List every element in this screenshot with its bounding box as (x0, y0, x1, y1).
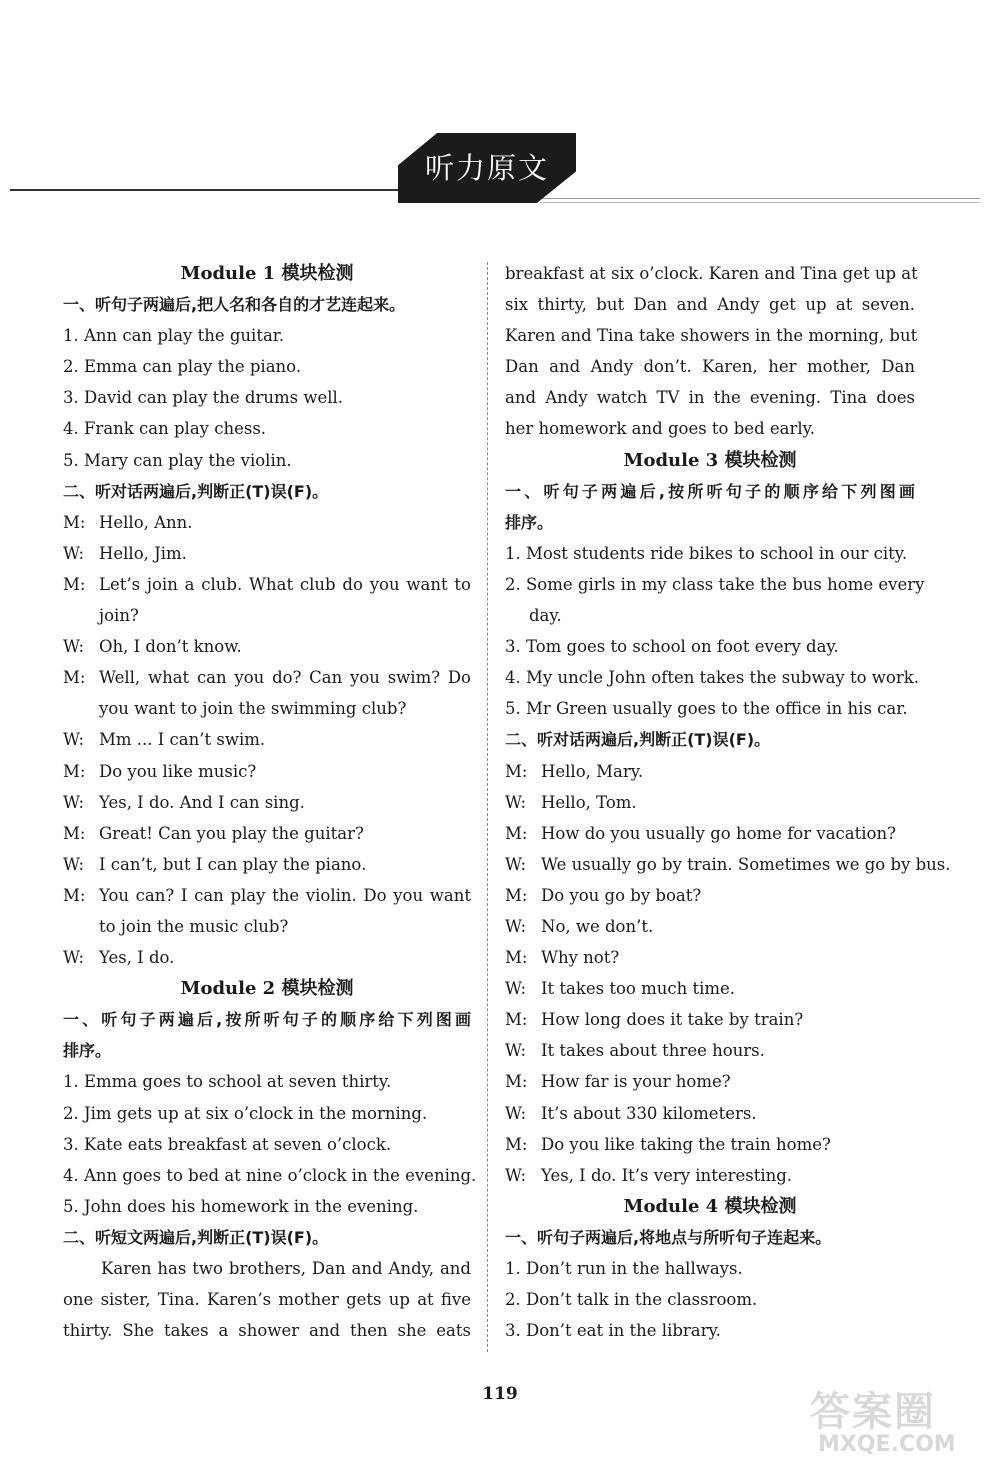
dialogue-text: It takes about three hours. (541, 1041, 765, 1061)
speaker-label: M: (505, 885, 528, 905)
passage-line: six thirty, but Dan and Andy get up at seven. (505, 295, 915, 315)
dialogue-text: Do you like taking the train home? (541, 1134, 831, 1154)
dialogue-continuation: join? (99, 606, 139, 626)
dialogue-line (505, 1004, 915, 1035)
numbered-sentence: 2. Emma can play the piano. (63, 357, 302, 377)
right-column (505, 258, 951, 1346)
dialogue-line (63, 942, 471, 973)
dialogue-continuation: to join the music club? (99, 916, 289, 936)
speaker-label: M: (505, 761, 528, 781)
numbered-sentence: 3. Tom goes to school on foot every day. (505, 637, 839, 657)
dialogue-text: Mm ... I can’t swim. (99, 730, 266, 750)
title-rule-left (10, 189, 430, 191)
speaker-label: M: (505, 1072, 528, 1092)
numbered-sentence: 2. Some girls in my class take the bus home every (505, 574, 925, 594)
numbered-sentence: 4. Frank can play chess. (63, 419, 267, 439)
speaker-label: W: (63, 637, 85, 657)
dialogue-text: How long does it take by train? (541, 1010, 804, 1030)
dialogue-line (63, 818, 471, 849)
dialogue-text: Yes, I do. And I can sing. (99, 792, 305, 812)
numbered-sentence: 2. Jim gets up at six o’clock in the morning. (63, 1103, 428, 1123)
speaker-label: W: (505, 1165, 527, 1185)
speaker-label: M: (505, 948, 528, 968)
dialogue-text: Hello, Jim. (99, 543, 187, 563)
speaker-label: W: (63, 730, 85, 750)
watermark-logo (810, 1380, 980, 1460)
numbered-sentence: 1. Most students ride bikes to school in our city. (505, 543, 908, 563)
dialogue-text: Do you go by boat? (541, 885, 702, 905)
numbered-sentence: 5. Mary can play the violin. (63, 450, 292, 470)
speaker-label: W: (63, 792, 85, 812)
numbered-sentence: 4. Ann goes to bed at nine o’clock in the evening. (63, 1165, 477, 1185)
instruction-line: 排序。 (63, 1041, 112, 1061)
dialogue-text: Hello, Ann. (99, 512, 193, 532)
instruction-line: 一、听句子两遍后,按所听句子的顺序给下列图画 (63, 1010, 471, 1030)
dialogue-text: Yes, I do. (99, 948, 175, 968)
speaker-label: M: (505, 1010, 528, 1030)
speaker-label: W: (505, 1103, 527, 1123)
speaker-label: M: (63, 668, 86, 688)
speaker-label: W: (63, 854, 85, 874)
speaker-label: M: (63, 823, 86, 843)
speaker-label: M: (63, 574, 86, 594)
watermark-url: MXQE.COM (818, 1432, 956, 1457)
dialogue-text: Yes, I do. It’s very interesting. (541, 1165, 793, 1185)
dialogue-text: Hello, Mary. (541, 761, 644, 781)
instruction-line: 一、听句子两遍后,按所听句子的顺序给下列图画 (505, 481, 915, 501)
numbered-sentence: 5. Mr Green usually goes to the office in his car. (505, 699, 908, 719)
dialogue-line (505, 1129, 915, 1160)
dialogue-text: Hello, Tom. (541, 792, 637, 812)
dialogue-line (505, 973, 915, 1004)
numbered-sentence: 3. Don’t eat in the library. (505, 1321, 721, 1341)
speaker-label: M: (63, 885, 86, 905)
speaker-label: W: (505, 916, 527, 936)
passage-line: thirty. She takes a shower and then she eats (63, 1321, 471, 1341)
speaker-label: M: (63, 512, 86, 532)
dialogue-text: Oh, I don’t know. (99, 637, 242, 657)
dialogue-line (63, 849, 471, 880)
page-number: 119 (482, 1384, 518, 1404)
instruction-line: 一、听句子两遍后,将地点与所听句子连起来。 (505, 1227, 832, 1247)
dialogue-line (63, 662, 471, 693)
left-column (63, 258, 477, 1346)
dialogue-line (505, 942, 915, 973)
speaker-label: M: (505, 1134, 528, 1154)
dialogue-text: How far is your home? (541, 1072, 731, 1092)
page-title: 听力原文 (424, 151, 549, 185)
dialogue-text: Why not? (541, 948, 620, 968)
dialogue-text: No, we don’t. (541, 916, 654, 936)
dialogue-line (505, 1098, 915, 1129)
numbered-sentence: 1. Emma goes to school at seven thirty. (63, 1072, 392, 1092)
numbered-sentence: 5. John does his homework in the evening. (63, 1196, 419, 1216)
dialogue-text: Do you like music? (99, 761, 257, 781)
numbered-sentence: 3. David can play the drums well. (63, 388, 344, 408)
instruction-line: 排序。 (505, 512, 554, 532)
dialogue-text: Well, what can you do? Can you swim? Do (99, 668, 471, 688)
dialogue-line (505, 818, 915, 849)
speaker-label: W: (63, 948, 85, 968)
dialogue-continuation: you want to join the swimming club? (99, 699, 407, 719)
dialogue-line (63, 631, 471, 662)
dialogue-line (505, 787, 915, 818)
dialogue-line (505, 880, 915, 911)
numbered-sentence: 2. Don’t talk in the classroom. (505, 1290, 758, 1310)
speaker-label: W: (505, 979, 527, 999)
speaker-label: W: (505, 1041, 527, 1061)
section-heading: Module 1 模块检测 (180, 263, 354, 284)
title-rule-right (540, 198, 980, 199)
dialogue-line (505, 1160, 915, 1191)
dialogue-line (63, 880, 471, 911)
instruction-line: 二、听短文两遍后,判断正(T)误(F)。 (63, 1227, 329, 1247)
passage-line: Dan and Andy don’t. Karen, her mother, Dan (505, 357, 915, 377)
dialogue-line (505, 1035, 915, 1066)
sentence-continuation: day. (529, 606, 562, 626)
dialogue-line (63, 538, 471, 569)
dialogue-line (505, 849, 951, 880)
passage-line: her homework and goes to bed early. (505, 419, 816, 439)
passage-line: breakfast at six o’clock. Karen and Tina get up at (505, 264, 918, 283)
numbered-sentence: 3. Kate eats breakfast at seven o’clock. (63, 1134, 392, 1154)
column-divider (487, 262, 488, 1352)
dialogue-text: I can’t, but I can play the piano. (99, 854, 367, 874)
dialogue-text: It takes too much time. (541, 979, 736, 999)
dialogue-line (505, 1066, 915, 1097)
dialogue-line (63, 569, 471, 600)
section-heading: Module 3 模块检测 (623, 449, 797, 471)
dialogue-text: It’s about 330 kilometers. (541, 1103, 757, 1123)
dialogue-text: Great! Can you play the guitar? (99, 823, 364, 843)
numbered-sentence: 1. Don’t run in the hallways. (505, 1259, 743, 1278)
speaker-label: M: (63, 761, 86, 781)
speaker-label: W: (63, 543, 85, 563)
dialogue-text: You can? I can play the violin. Do you want (99, 885, 471, 905)
numbered-sentence: 4. My uncle John often takes the subway to work. (505, 668, 919, 688)
dialogue-line (63, 787, 471, 818)
passage-line: Karen has two brothers, Dan and Andy, and (101, 1259, 471, 1278)
dialogue-line (505, 911, 915, 942)
dialogue-line (63, 507, 471, 538)
title-rule-right-secondary (540, 202, 980, 203)
dialogue-text: How do you usually go home for vacation? (541, 823, 896, 843)
dialogue-line (63, 756, 471, 787)
dialogue-text: We usually go by train. Sometimes we go by bus. (541, 854, 951, 874)
instruction-line: 一、听句子两遍后,把人名和各自的才艺连起来。 (63, 295, 406, 315)
passage-line: one sister, Tina. Karen’s mother gets up at five (63, 1290, 471, 1310)
dialogue-line (63, 724, 471, 755)
speaker-label: M: (505, 823, 528, 843)
passage-line: and Andy watch TV in the evening. Tina does (505, 388, 915, 408)
speaker-label: W: (505, 792, 527, 812)
section-heading: Module 2 模块检测 (180, 978, 354, 1000)
watermark-text: 答案圈 (810, 1389, 936, 1435)
instruction-line: 二、听对话两遍后,判断正(T)误(F)。 (63, 481, 329, 501)
speaker-label: W: (505, 854, 527, 874)
instruction-line: 二、听对话两遍后,判断正(T)误(F)。 (505, 730, 771, 750)
numbered-sentence: 1. Ann can play the guitar. (63, 326, 285, 346)
dialogue-line (505, 756, 915, 787)
dialogue-text: Let’s join a club. What club do you want to (99, 574, 471, 594)
section-heading: Module 4 模块检测 (623, 1195, 797, 1217)
passage-line: Karen and Tina take showers in the morning, but (505, 326, 918, 346)
